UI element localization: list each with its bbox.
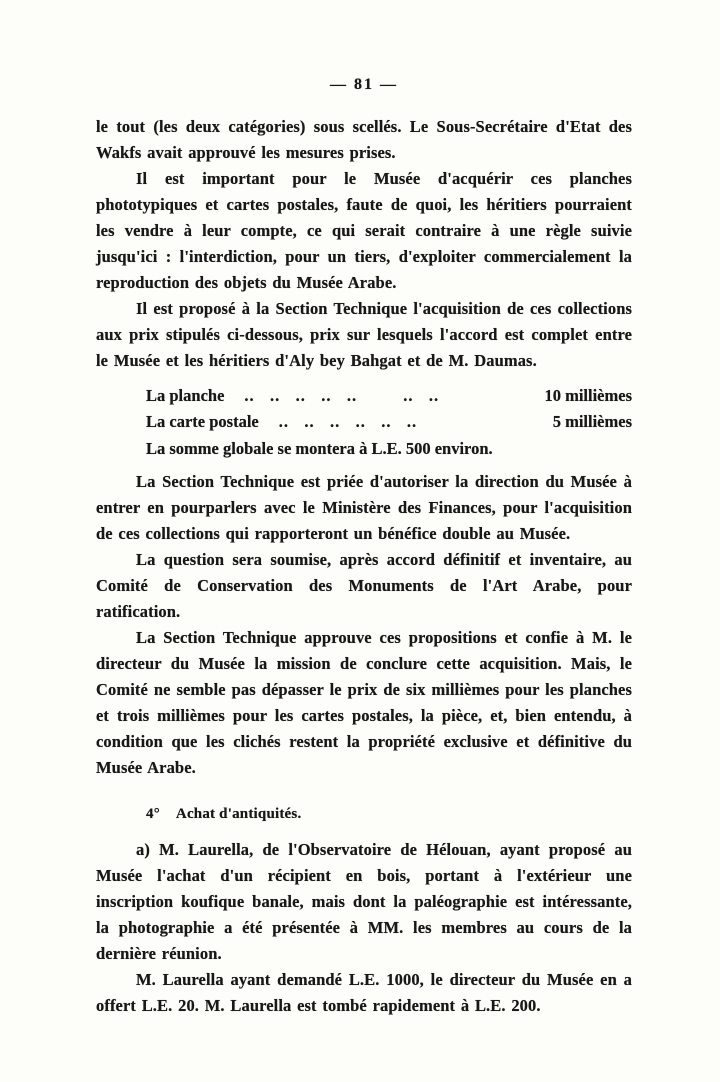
paragraph-laurella-negotiation: M. Laurella ayant demandé L.E. 1000, le directeur du Musée en a offert L.E. 20. M. Laurella est tombé rapidement à L.E. 200. <box>96 970 632 1015</box>
paragraph-proposal: Il est proposé à la Section Technique l'acquisition de ces collections aux prix stipulés ci-dessous, prix sur lesquels l'accord est complet entre le Musée et les héritiers d'Aly bey Bahgat et de M. Daumas. <box>96 299 632 370</box>
section-number: 4° <box>146 806 160 822</box>
price-total-line: La somme globale se montera à L.E. 500 environ. <box>146 439 493 458</box>
price-label: La planche <box>146 386 225 405</box>
paragraph-authorization: La Section Technique est priée d'autoriser la direction du Musée à entrer en pourparlers avec le Ministère des Finances, pour l'acquisition de ces collections qui rapporteront un bénéfice double au Musée. <box>96 472 632 543</box>
paragraph-importance: Il est important pour le Musée d'acquérir ces planches phototypiques et cartes postales, faute de quoi, les héritiers pourraient les vendre à leur compte, ce qui serait contraire à une règle suivie jusqu'ici : l'interdiction, pour un tiers, d'exploiter commercialement la reproduction des objets du Musée Arabe. <box>96 169 632 292</box>
price-label: La carte postale <box>146 412 259 431</box>
price-row-carte-postale <box>146 409 632 435</box>
price-table <box>96 383 632 462</box>
paragraph-ratification: La question sera soumise, après accord définitif et inventaire, au Comité de Conservation des Monuments de l'Art Arabe, pour ratification. <box>96 550 632 621</box>
section-title: Achat d'antiquités. <box>175 806 302 822</box>
page-number: — 81 — <box>330 76 398 93</box>
price-row-planche <box>146 383 632 409</box>
paragraph-continuation: le tout (les deux catégories) sous scellés. Le Sous-Secrétaire d'Etat des Wakfs avait approuvé les mesures prises. <box>96 117 632 162</box>
paragraph-approval: La Section Technique approuve ces propositions et confie à M. le directeur du Musée la mission de conclure cette acquisition. Mais, le Comité ne semble pas dépasser le prix de six millièmes pour les planches et trois millièmes pour les cartes postales, la pièce, et, bien entendu, à condition que les clichés restent la propriété exclusive et définitive du Musée Arabe. <box>96 628 632 777</box>
paragraph-laurella-offer: a) M. Laurella, de l'Observatoire de Hélouan, ayant proposé au Musée l'achat d'un récipient en bois, portant à l'extérieur une inscription koufique banale, mais dont la paléographie est intéressante, la photographie a été présentée à MM. les membres au cours de la dernière réunion. <box>96 840 632 963</box>
section-heading <box>96 801 632 827</box>
dot-leader: .. .. .. .. .. .. <box>278 412 418 431</box>
price-value: 10 millièmes <box>544 386 632 405</box>
dot-leader: .. .. .. .. .. .. .. <box>244 386 440 405</box>
price-value: 5 millièmes <box>552 412 632 431</box>
